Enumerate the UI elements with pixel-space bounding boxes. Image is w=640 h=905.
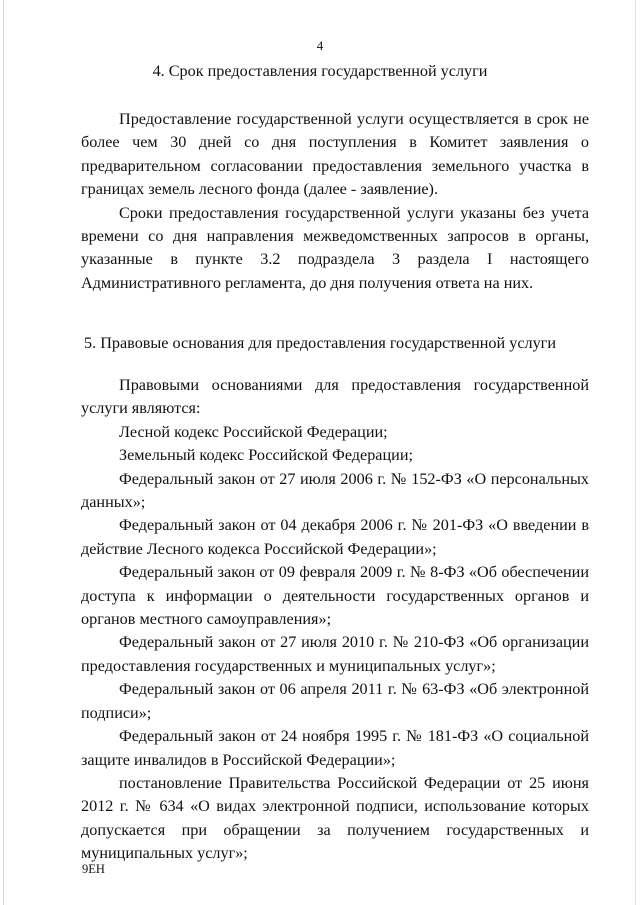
- section-4-body: [81, 108, 589, 295]
- footer-code: 9ЕН: [82, 862, 105, 876]
- scan-edge-right: [635, 0, 636, 905]
- list-item: Федеральный закон от 09 февраля 2009 г. № 8-ФЗ «Об обеспечении доступа к информации о деятельности государственных органов и органов местного самоуправления»;: [81, 563, 589, 629]
- list-item: Федеральный закон от 06 апреля 2011 г. № 63-ФЗ «Об электронной подписи»;: [81, 680, 589, 722]
- list-item: Федеральный закон от 27 июля 2010 г. № 210-ФЗ «Об организации предоставления государственных и муниципальных услуг»;: [81, 633, 589, 675]
- list-item: Федеральный закон от 24 ноября 1995 г. № 181-ФЗ «О социальной защите инвалидов в Российской Федерации»;: [81, 727, 589, 769]
- list-item: Федеральный закон от 27 июля 2006 г. № 152-ФЗ «О персональных данных»;: [81, 469, 589, 512]
- paragraph: Сроки предоставления государственной услуги указаны без учета времени со дня направления межведомственных запросов в органы, указанные в пункте 3.2 подраздела 3 раздела I настоящего Административного регламента, до дня получения ответа на них.: [81, 203, 589, 292]
- list-item: Лесной кодекс Российской Федерации;: [119, 422, 388, 441]
- list-item: Земельный кодекс Российской Федерации;: [119, 446, 413, 465]
- scan-edge-left: [3, 0, 4, 905]
- list-item: Федеральный закон от 04 декабря 2006 г. № 201-ФЗ «О введении в действие Лесного кодекса Российской Федерации»;: [81, 516, 589, 558]
- section-5-body: [81, 374, 589, 866]
- section-4-heading: 4. Срок предоставления государственной услуги: [152, 62, 488, 80]
- section-5-heading: 5. Правовые основания для предоставления государственной услуги: [84, 334, 556, 352]
- page-number: 4: [316, 38, 324, 53]
- paragraph: Предоставление государственной услуги осуществляется в срок не более чем 30 дней со дня поступления в Комитет заявления о предварительном согласовании предоставления земельного участка в границах земель лесного фонда (далее - заявление).: [81, 110, 589, 199]
- list-item: постановление Правительства Российской Федерации от 25 июня 2012 г. № 634 «О видах электронной подписи, использование которых допускается при обращении за получением государственных и муниципальных услуг»;: [81, 773, 589, 863]
- paragraph: Правовыми основаниями для предоставления государственной услуги являются:: [81, 376, 589, 418]
